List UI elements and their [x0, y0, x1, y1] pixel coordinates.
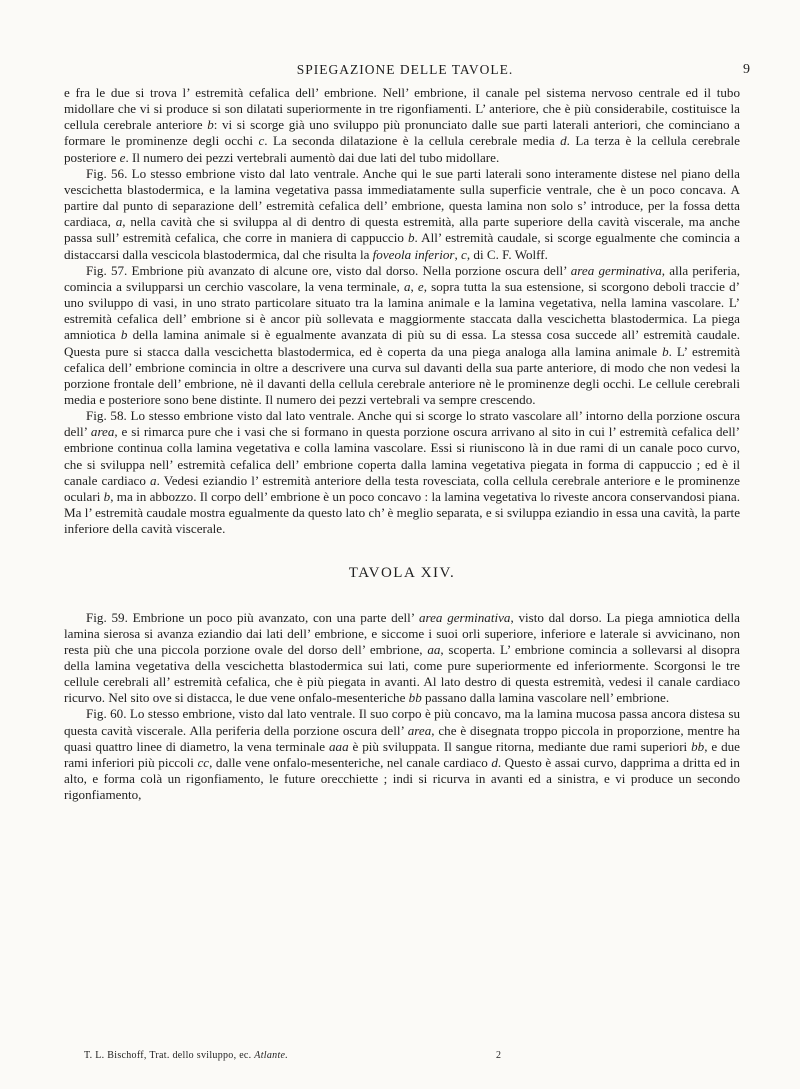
- italic-text: foveola inferior: [372, 246, 455, 262]
- text-run: , che è disegnata troppo piccola in proporzione, mentre ha quasi quattro linee di diametro, la vena terminale: [64, 722, 740, 754]
- italic-text: b: [407, 230, 415, 246]
- text-run: , ma in abbozzo. Il corpo dell’ embrione è un poco concavo : la lamina vegetativa lo riveste ancora conservandosi piana. Ma l’ estremità caudale mostra egualmente da questo lato ch’ è meglio separata, e si sviluppa eziandio in essa una cavità, la parte inferiore della cavità viscerale.: [64, 488, 740, 537]
- text-run: : vi si scorge già uno sviluppo più pronunciato dalle sue parti laterali anteriori, che cominciano a formare le prominenze degli occhi: [64, 117, 740, 149]
- italic-text: area germinativa: [570, 262, 662, 278]
- paragraph: [64, 263, 740, 408]
- text-run: Fig. 56. Lo stesso embrione visto dal lato ventrale. Anche qui le sue parti laterali sono interamente distese nel piano della vescichetta blastodermica, e la lamina vegetativa passa immediatamente sulla superficie ventrale, che è un poco concava. A partire dal punto di separazione dell’ estremità cefalica dell’ embrione, questa lamina non solo s’ introduce, per la fossa detta cardiaca,: [64, 165, 740, 230]
- text-run: , nella cavità che si sviluppa al di dentro di questa estremità, alla parte superiore della cavità viscerale, ma anche passa sull’ estremità cefalica, che corre in maniera di cappuccio: [64, 214, 740, 246]
- italic-text: cc: [197, 754, 210, 770]
- italic-text: e: [417, 278, 424, 294]
- section-heading: TAVOLA XIV.: [348, 565, 456, 582]
- italic-text: b: [120, 327, 128, 343]
- italic-text: area germinativa: [418, 609, 511, 625]
- text-run: è più sviluppata. Il sangue ritorna, mediante due rami superiori: [348, 738, 692, 754]
- paragraph: [64, 85, 740, 166]
- text-run: , e si rimarca pure che i vasi che si formano in questa porzione oscura arrivano al sito in cui l’ estremità cefalica dell’ embrione continua colla lamina vegetativa e colla lamina vascolare. Essi si riuniscono là in due rami di un canale poco curvo, che si sviluppa nell’ estremità cefalica dell’ embrione coperta dalla lamina vegetativa piegata in forma di cappuccio ; ed è il canale cardiaco: [64, 424, 740, 488]
- text-run: Fig. 58. Lo stesso embrione visto dal lato ventrale. Anche qui si scorge lo strato vascolare all’ intorno della porzione oscura dell’: [64, 408, 740, 440]
- text-run: ,: [410, 278, 418, 294]
- text-run: . La seconda dilatazione è la cellula cerebrale media: [264, 133, 561, 149]
- text-run: passano dalla lamina vascolare nell’ embrione.: [421, 690, 670, 706]
- footer-citation-text: T. L. Bischoff, Trat. dello sviluppo, ec.: [84, 1050, 252, 1061]
- running-header: [60, 62, 750, 80]
- paragraph: [64, 610, 740, 707]
- italic-text: c: [461, 246, 467, 262]
- signature-mark: 2: [496, 1050, 502, 1061]
- italic-text: c: [258, 133, 265, 149]
- italic-text: a: [403, 278, 411, 294]
- italic-text: area: [407, 722, 432, 738]
- italic-text: d: [491, 754, 498, 770]
- italic-text: d: [560, 133, 567, 149]
- italic-text: bb: [691, 738, 705, 754]
- paragraph: [64, 166, 740, 263]
- text-run: , scoperta. L’ embrione comincia a sollevarsi al disopra della lamina vegetativa della vescichetta blastodermica sui lati, come pure superiormente ed inferiormente. Scorgonsi le tre cellule cerebrali all’ estremità cefalica, che è più piegata in avanti. Al lato destro di questa estremità, vedesi il canale cardiaco ricurvo. Nel sito ove si distacca, le due vene onfalo-mesenteriche: [64, 641, 740, 706]
- text-run: della lamina animale si è egualmente avanzata di più su di essa. La stessa cosa succede all’ estremità caudale. Questa pure si stacca dalla vescichetta blastodermica, ed è coperta da una piega analoga alla lamina animale: [64, 327, 740, 359]
- italic-text: area: [90, 424, 115, 440]
- italic-text: b: [207, 117, 214, 133]
- italic-text: a: [115, 214, 123, 230]
- text-run: . Il numero dei pezzi vertebrali aumentò dai due lati del tubo midollare.: [125, 149, 500, 165]
- text-run: e fra le due si trova l’ estremità cefalica dell’ embrione. Nell’ embrione, il canale pel sistema nervoso centrale ed il tubo midollare che vi si produce si son dilatati superiormente in tre rigonfiamenti. L’ anteriore, che è più considerabile, costituisce la cellula cerebrale anteriore: [64, 85, 740, 133]
- running-title: SPIEGAZIONE DELLE TAVOLE.: [296, 62, 514, 77]
- text-run: , sopra tutta la sua estensione, si scorgono deboli traccie d’ uno sviluppo di vasi, in uno strato particolare situato tra la lamina animale e la lamina vegetativa, nella lamina vascolare. L’ estremità cefalica dell’ embrione si è ancor più sollevata e maggiormente staccata dalla vescichetta blastodermica. La piega amniotica: [64, 278, 740, 343]
- footer-citation: [84, 1050, 288, 1061]
- paragraph: [64, 706, 740, 803]
- page-number: 9: [743, 62, 750, 77]
- text-run: . La terza è la cellula cerebrale posteriore: [64, 133, 740, 165]
- italic-text: a: [150, 472, 157, 488]
- text-run: Fig. 57. Embrione più avanzato di alcune ore, visto dal dorso. Nella porzione oscura dell’: [86, 262, 571, 278]
- paragraphs-before-heading: [64, 85, 740, 537]
- paragraphs-after-heading: [64, 610, 740, 804]
- text-run: ,: [454, 246, 462, 262]
- paragraph: [64, 408, 740, 537]
- text-run: . All’ estremità caudale, si scorge egualmente che comincia a distaccarsi dalla vescicola blastodermica, dal che risulta la: [64, 230, 740, 262]
- text-run: . L’ estremità cefalica dell’ embrione comincia in oltre a descrivere una curva sul davanti della sua parte anteriore, di modo che non vedesi la porzione frontale dell’ embrione, nè il davanti della cellula cerebrale anteriore nè le prominenze degli occhi. Le cellule cerebrali media e posteriore sono bene distinte. Il numero dei pezzi vertebrali va sempre crescendo.: [64, 343, 741, 407]
- italic-text: e: [119, 149, 126, 165]
- italic-text: aaa: [328, 738, 349, 754]
- text-run: Fig. 60. Lo stesso embrione, visto dal lato ventrale. Il suo corpo è più concavo, ma la lamina mucosa passa ancora distesa su questa cavità viscerale. Alla periferia della porzione oscura dell’: [64, 706, 740, 738]
- text-run: , visto dal dorso. La piega amniotica della lamina sierosa si avanza eziandio dai lati dell’ embrione, e siccome i suoi orli superiore, inferiore e laterale si avvicinano, non resta più che una piccola porzione ovale del dorso dell’ embrione,: [64, 609, 740, 657]
- text-run: , di C. F. Wolff.: [466, 246, 548, 262]
- text-run: , dalle vene onfalo-mesenteriche, nel canale cardiaco: [209, 754, 492, 770]
- text-run: Fig. 59. Embrione un poco più avanzato, con una parte dell’: [86, 609, 419, 625]
- footer-citation-italic: Atlante.: [254, 1050, 289, 1061]
- text-run: , e due rami inferiori più piccoli: [64, 738, 740, 770]
- body-text: [64, 85, 740, 803]
- italic-text: aa: [427, 641, 441, 657]
- page-footer: [84, 1050, 740, 1064]
- italic-text: bb: [408, 690, 422, 706]
- italic-text: b: [103, 488, 111, 504]
- text-run: . Questo è assai curvo, dapprima a dritta ed in alto, e forma colà un rigonfiamento, le future orecchiette ; indi si ricurva in avanti ed a sinistra, e vi produce un secondo rigonfiamento,: [64, 754, 740, 803]
- italic-text: b: [662, 343, 669, 359]
- text-run: , alla periferia, comincia a svilupparsi un cerchio vascolare, la vena terminale,: [64, 262, 740, 294]
- text-run: . Vedesi eziandio l’ estremità anteriore della testa rovesciata, colla cellula cerebrale anteriore e le prominenze oculari: [64, 472, 740, 504]
